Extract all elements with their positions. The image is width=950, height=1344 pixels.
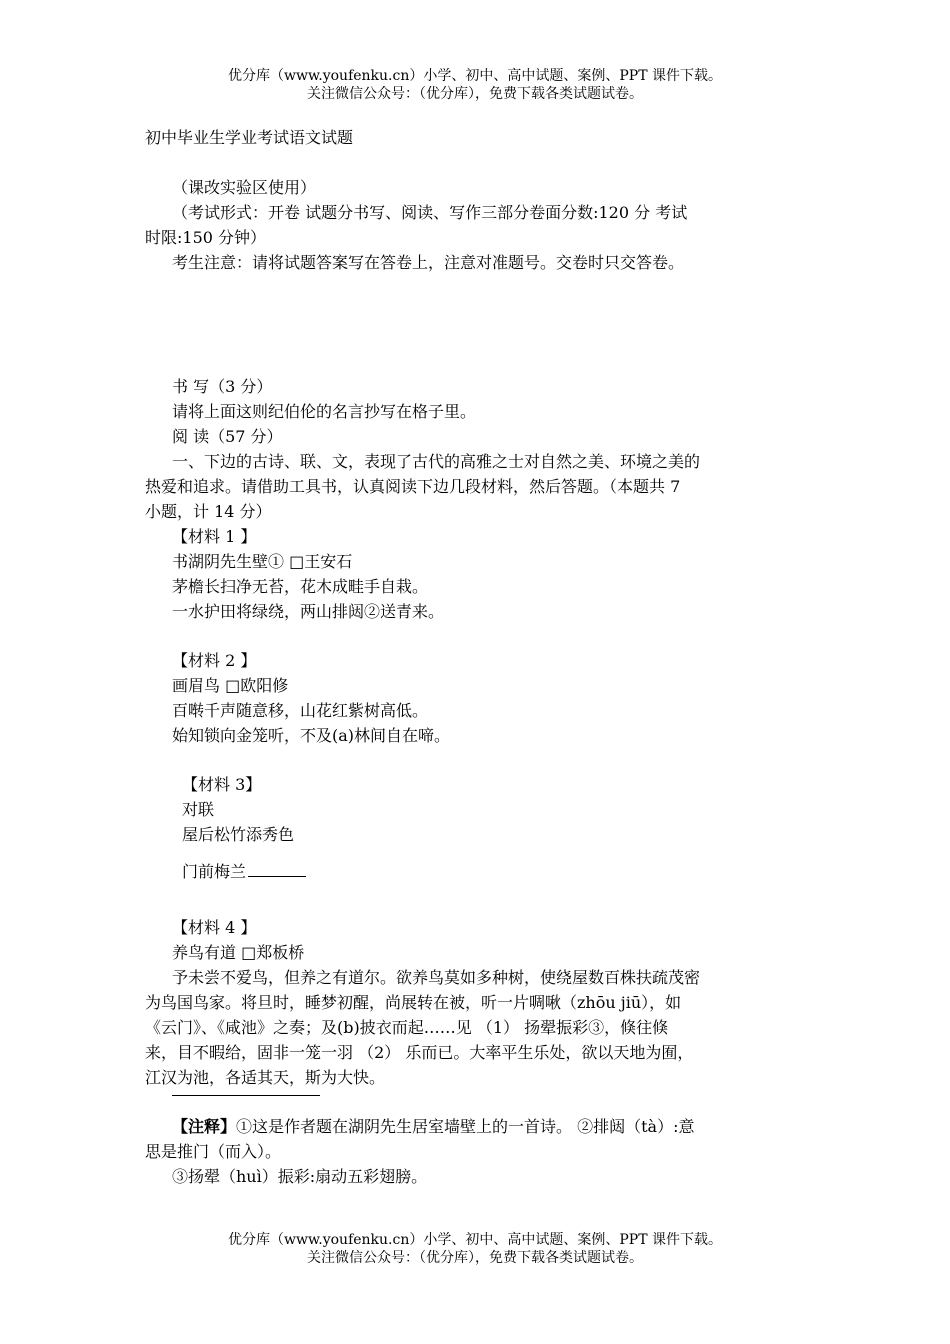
exam-format-line-2: 时限:150 分钟） <box>145 228 267 247</box>
material-2-line-2: 始知锁向金笼听，不及(a)林间自在啼。 <box>172 726 451 745</box>
material-3-line-2 <box>182 860 306 882</box>
material-3-label: 【材料 3】 <box>182 775 262 794</box>
header-line-2: 关注微信公众号：（优分库），免费下载各类试题试卷。 <box>307 86 643 102</box>
question-1-line-1: 一、下边的古诗、联、文，表现了古代的高雅之士对自然之美、环境之美的 <box>172 452 701 471</box>
notes-line-2: 思是推门（而入）。 <box>145 1142 282 1161</box>
material-3-title: 对联 <box>182 800 215 819</box>
footer-line-1: 优分库（www.youfenku.cn）小学、初中、高中试题、案例、PPT 课件下载。 <box>227 1232 722 1248</box>
material-4-paragraph-line-4: 来，目不暇给，固非一笼一羽 （2） 乐而已。大率平生乐处，欲以天地为囿， <box>145 1043 694 1062</box>
material-4-paragraph-line-2: 为鸟国鸟家。将旦时，睡梦初醒，尚展转在被，听一片啁啾（zhōu jiū），如 <box>145 993 682 1012</box>
answer-blank <box>248 860 306 877</box>
question-1-line-3: 小题，计 14 分） <box>145 502 272 521</box>
document-title: 初中毕业生学业考试语文试题 <box>145 128 354 147</box>
notes-label: 【注释】 <box>172 1117 237 1136</box>
material-4-title: 养鸟有道 □郑板桥 <box>172 943 305 962</box>
material-1-label: 【材料 1 】 <box>172 527 257 546</box>
reading-heading: 阅 读（57 分） <box>172 427 283 446</box>
material-1-line-2: 一水护田将绿绕，两山排闼②送青来。 <box>172 602 445 621</box>
page-footer <box>0 1231 950 1267</box>
footnote-separator <box>172 1095 320 1096</box>
candidate-notice: 考生注意：请将试题答案写在答卷上，注意对准题号。交卷时只交答卷。 <box>172 253 685 272</box>
question-1-line-2: 热爱和追求。请借助工具书，认真阅读下边几段材料，然后答题。（本题共 7 <box>145 477 681 496</box>
material-2-line-1: 百啭千声随意移，山花红紫树高低。 <box>172 701 429 720</box>
material-1-title: 书湖阴先生壁① □王安石 <box>172 552 353 571</box>
usage-note: （课改实验区使用） <box>172 178 317 197</box>
couplet-second-line-text: 门前梅兰 <box>182 862 247 881</box>
material-2-title: 画眉鸟 □欧阳修 <box>172 676 289 695</box>
material-4-paragraph-line-3: 《云门》、《咸池》之奏；及(b)披衣而起……见 （1） 扬翚振彩③，倏往倏 <box>145 1018 669 1037</box>
notes-line-1-text: ①这是作者题在湖阴先生居室墙壁上的一首诗。 ②排闼（tà）:意 <box>236 1117 695 1136</box>
material-4-label: 【材料 4 】 <box>172 918 257 937</box>
notes-line-3: ③扬翚（huì）振彩:扇动五彩翅膀。 <box>172 1167 428 1186</box>
header-line-1: 优分库（www.youfenku.cn）小学、初中、高中试题、案例、PPT 课件下载。 <box>227 68 722 84</box>
footer-line-2: 关注微信公众号：（优分库），免费下载各类试题试卷。 <box>307 1250 643 1266</box>
notes-line-1 <box>172 1117 694 1137</box>
writing-instruction: 请将上面这则纪伯伦的名言抄写在格子里。 <box>172 402 477 421</box>
material-3-line-1: 屋后松竹添秀色 <box>182 825 295 844</box>
material-1-line-1: 茅檐长扫净无苔，花木成畦手自栽。 <box>172 577 429 596</box>
exam-format-line-1: （考试形式：开卷 试题分书写、阅读、写作三部分卷面分数:120 分 考试 <box>172 203 688 222</box>
material-2-label: 【材料 2 】 <box>172 651 257 670</box>
material-4-paragraph-line-1: 予未尝不爱鸟，但养之有道尔。欲养鸟莫如多种树，使绕屋数百株扶疏茂密 <box>172 968 701 987</box>
material-4-paragraph-line-5: 江汉为池，各适其天，斯为大快。 <box>145 1068 386 1087</box>
page-header <box>0 67 950 103</box>
writing-heading: 书 写（3 分） <box>172 377 273 396</box>
